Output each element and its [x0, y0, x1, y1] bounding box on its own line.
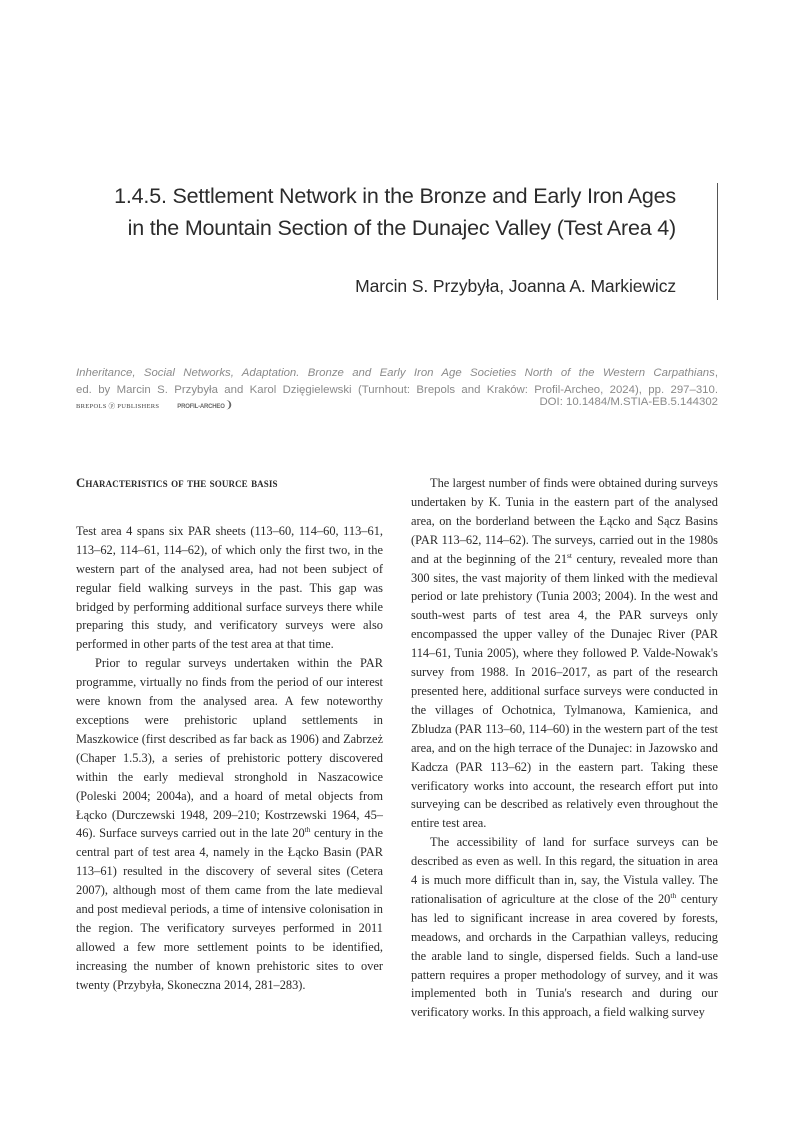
- title-vertical-rule: [717, 183, 718, 300]
- chapter-title-line-2: in the Mountain Section of the Dunajec Valley (Test Area 4): [127, 216, 676, 240]
- doi-link[interactable]: DOI: 10.1484/M.STIA-EB.5.144302: [539, 396, 718, 408]
- paragraph: The accessibility of land for surface surveys can be described as even as well. In this regard, the situation in area 4 is much more difficult than in, say, the Vistula valley. The rationalisation of agriculture at the close of the 20th century has led to significant increase in area covered by forests, meadows, and orchards in the Carpathian valleys, reducing the arable land to single, dispersed fields. Such a land-use pattern requires a proper methodology of survey, and it was implemented both in Tunia's research and during our verificatory works. In this approach, a field walking survey: [411, 835, 718, 1020]
- profil-archeo-mark-icon: ❩: [224, 400, 233, 411]
- citation-block: [76, 365, 718, 399]
- right-column: [411, 474, 718, 1022]
- paragraph: Prior to regular surveys undertaken within the PAR programme, virtually no finds from the period of our interest were known from the analysed area. A few noteworthy exceptions were prehistoric upland settlements in Maszkowice (first described as far back as 1906) and Zabrzeż (Chaper 1.5.3), a series of prehistoric pottery discovered within the early medieval stronghold in Naszacowice (Poleski 2004; 2004a), and a hoard of metal objects from Łącko (Durczewski 1948, 209–210; Kostrzewski 1964, 45–46). Surface surveys carried out in the late 20th century in the central part of test area 4, namely in the Łącko Basin (PAR 113–61) resulted in the discovery of several sites (Cetera 2007), although most of them came from the late medieval and post medieval periods, a time of intensive colonisation in the region. The verificatory surveyes performed in 2011 allowed a few more settlement points to be identified, increasing the number of known prehistoric sites to over twenty (Przybyła, Skoneczna 2014, 281–283).: [76, 656, 383, 992]
- paragraph: Test area 4 spans six PAR sheets (113–60, 114–60, 113–61, 113–62, 114–61, 114–62), of which only the first two, in the western part of the analysed area, had not been subject of regular field walking surveys in the past. This gap was bridged by performing additional surface surveys there while preparing this study, and verificatory surveys were also performed in other parts of the test area at that time.: [76, 523, 383, 652]
- publisher-logos: [76, 400, 233, 411]
- section-heading: Characteristics of the source basis: [76, 476, 278, 490]
- book-title: Inheritance, Social Networks, Adaptation. Bronze and Early Iron Age Societies North of the Western Carpathians: [76, 367, 715, 379]
- left-column: [76, 474, 383, 995]
- chapter-title: [70, 180, 676, 244]
- chapter-title-line-1: 1.4.5. Settlement Network in the Bronze and Early Iron Ages: [114, 184, 676, 208]
- citation-line-2: ed. by Marcin S. Przybyła and Karol Dzięgielewski (Turnhout: Brepols and Kraków: Profil-Archeo, 2024), pp. 297–310.: [76, 384, 718, 396]
- brepols-logo: BREPOLS ⓟ PUBLISHERS: [76, 403, 160, 410]
- profil-archeo-logo: PROFIL-ARCHEO❩: [177, 400, 233, 411]
- citation-line-1: Inheritance, Social Networks, Adaptation. Bronze and Early Iron Age Societies North of the Western Carpathians,: [76, 367, 718, 379]
- paragraph: The largest number of finds were obtained during surveys undertaken by K. Tunia in the eastern part of the analysed area, on the borderland between the Łącko and Sącz Basins (PAR 113–62, 114–62). The surveys, carried out in the 1980s and at the beginning of the 21st century, revealed more than 300 sites, the vast majority of them linked with the medieval period or late prehistory (Tunia 2003; 2004). In the west and south-west parts of test area 4, the PAR surveys only encompassed the upper valley of the Dunajec River (PAR 114–61, Tunia 2005), where they followed P. Valde-Nowak's survey from 1988. In 2016–2017, as part of the research presented here, additional surface surveys were conducted in the villages of Ochotnica, Tylmanowa, Kamienica, and Zbludza (PAR 113–60, 114–60) in the western part of the test area, and on the high terrace of the Dunajec: in Jazowsko and Kadcza (PAR 113–62) in the eastern part. Taking these verificatory works into account, the research effort put into surveying can be described as relatively even throughout the entire test area.: [411, 476, 718, 831]
- author-names: Marcin S. Przybyła, Joanna A. Markiewicz: [355, 276, 676, 296]
